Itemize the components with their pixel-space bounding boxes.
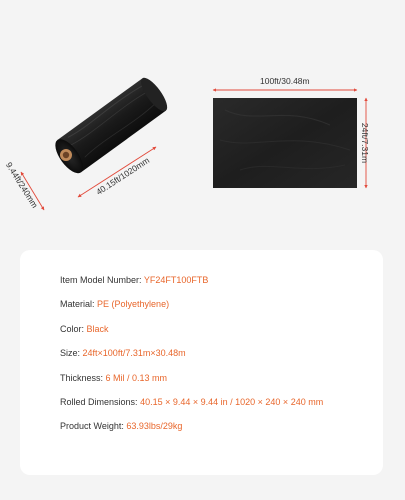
spec-value: 6 Mil / 0.13 mm — [105, 372, 168, 383]
roll-diameter-label: 9.44ft/240mm — [3, 160, 41, 210]
spec-value: PE (Polyethylene) — [97, 299, 170, 310]
spec-label: Color: — [60, 323, 85, 334]
spec-card — [20, 250, 383, 475]
spec-value: 24ft×100ft/7.31m×30.48m — [82, 348, 186, 359]
roll-length-label: 40.15ft/1020mm — [94, 155, 152, 197]
product-illustration-area — [0, 0, 405, 245]
spec-label: Rolled Dimensions: — [60, 396, 138, 407]
spec-product-weight — [60, 420, 383, 432]
spec-rolled-dimensions — [60, 396, 383, 408]
spec-value: YF24FT100FTB — [143, 275, 209, 285]
spec-thickness — [60, 372, 383, 384]
spec-value: Black — [86, 323, 109, 334]
spec-size — [60, 347, 383, 359]
plastic-sheet — [213, 98, 357, 188]
spec-label: Product Weight: — [60, 421, 124, 432]
spec-label: Size: — [60, 348, 81, 359]
spec-value: 63.93lbs/29kg — [126, 421, 183, 432]
spec-label: Thickness: — [60, 372, 104, 383]
plastic-roll — [50, 74, 171, 177]
sheet-width-label: 100ft/30.48m — [260, 76, 310, 86]
spec-color — [60, 323, 383, 335]
spec-label: Material: — [60, 299, 95, 310]
product-illustration — [0, 0, 405, 245]
spec-model-number — [60, 274, 383, 286]
spec-label: Item Model Number: — [60, 275, 142, 285]
sheet-height-label: 24ft/7.31m — [360, 122, 371, 164]
spec-material — [60, 298, 383, 310]
spec-value: 40.15 × 9.44 × 9.44 in / 1020 × 240 × 240 mm — [140, 396, 324, 407]
